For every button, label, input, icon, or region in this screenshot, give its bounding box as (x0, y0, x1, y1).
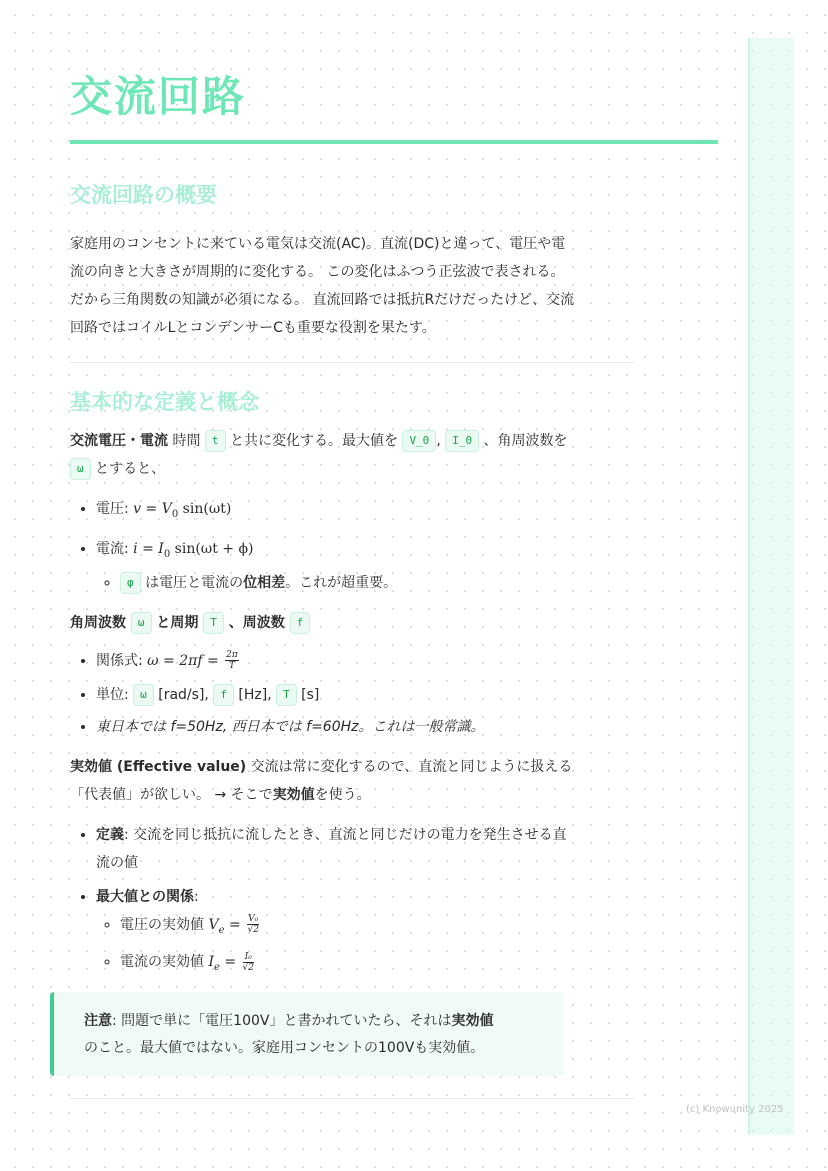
math: v (133, 501, 142, 517)
text: 電圧: (96, 501, 134, 517)
math: sin(ωt + ϕ) (170, 540, 254, 557)
ac-formula-list (70, 495, 718, 597)
frequency-heading (70, 609, 718, 637)
text: : (194, 888, 199, 905)
callout-text (84, 1008, 538, 1062)
math-subscript: e (218, 924, 225, 936)
text: 流の値 (96, 854, 138, 871)
bold-text: 実効値 (272, 786, 315, 803)
code-phi: φ (120, 572, 141, 594)
bold-text: 角周波数 (70, 614, 131, 631)
math: sin(ωt) (178, 501, 232, 517)
copyright-footer: (c) Knowunity 2025 (686, 1104, 784, 1115)
list-item-units (96, 681, 718, 709)
text: [s] (296, 686, 320, 703)
text: 。これが超重要。 (285, 574, 398, 591)
code-omega: ω (131, 612, 152, 634)
divider (70, 362, 634, 363)
list-item-voltage (96, 495, 718, 529)
list-item-current (96, 535, 718, 597)
text: 時間 (168, 433, 205, 449)
overview-line: だから三角関数の知識が必須になる。 直流回路では抵抗Rだけだったけど、交流 (70, 292, 575, 308)
bold-text: 位相差 (243, 574, 286, 591)
document-content (70, 62, 718, 982)
text: : 交流を同じ抵抗に流したとき、直流と同じだけの電力を発生させる直 (124, 826, 567, 843)
page-title: 交流回路 (70, 72, 247, 121)
list-item-definition (96, 821, 718, 877)
math: ω = 2πf = (147, 652, 224, 669)
fraction-numerator: V₀ (248, 914, 259, 925)
italic-text: 東日本では f=50Hz, 西日本では f=60Hz。これは一般常識。 (96, 718, 485, 735)
text: 単位: (96, 686, 134, 703)
code-T: T (276, 684, 297, 706)
math-subscript: 0 (163, 548, 171, 560)
math: V (161, 501, 172, 517)
text: : 問題で単に「電圧100V」と書かれていたら、それは (112, 1013, 452, 1029)
text: は電圧と電流の (140, 574, 244, 591)
code-f: f (213, 684, 234, 706)
bold-text: 、周波数 (223, 614, 290, 631)
text: 「代表値」が欲しい。 → そこで (70, 786, 273, 803)
title-rule (70, 140, 718, 144)
code-omega: ω (70, 458, 91, 480)
text: 交流は常に変化するので、直流と同じように扱える (246, 758, 573, 775)
callout-label: 注意 (84, 1013, 112, 1029)
list-item-relation-max (96, 883, 718, 983)
list-item-voltage-rms (120, 911, 718, 945)
math: i (133, 540, 138, 557)
fraction (225, 650, 239, 671)
rms-term: 実効値 (Effective value) (70, 758, 247, 775)
bottom-divider (70, 1098, 634, 1099)
math: = (141, 501, 162, 517)
text: のこと。最大値ではない。家庭用コンセントの100Vも実効値。 (84, 1040, 485, 1056)
text: とすると、 (90, 461, 166, 477)
bold-text: 最大値との関係 (96, 888, 194, 905)
text: を使う。 (314, 786, 371, 803)
math: V (208, 916, 219, 933)
math: I (158, 540, 164, 557)
math-subscript: e (213, 962, 220, 974)
current-sub-list (96, 569, 718, 597)
code-omega: ω (133, 684, 154, 706)
overview-paragraph (70, 230, 718, 342)
list-item-current-rms (120, 948, 718, 982)
fraction-denominator: T (228, 661, 235, 672)
math: I (208, 954, 214, 971)
code-f: f (290, 612, 311, 634)
list-item-phase (120, 569, 718, 597)
fraction (243, 952, 254, 973)
frequency-list (70, 647, 718, 741)
bold-text: と周期 (151, 614, 204, 631)
list-item-relation (96, 647, 718, 675)
text: 電圧の実効値 (120, 916, 209, 933)
overview-line: 回路ではコイルLとコンデンサーCも重要な役割を果たす。 (70, 320, 436, 336)
bold-text: 実効値 (451, 1013, 494, 1029)
bold-text: 定義 (96, 826, 124, 843)
fraction-numerator: I₀ (243, 952, 254, 963)
code-v0: V_0 (402, 430, 436, 452)
ac-term: 交流電圧・電流 (70, 433, 168, 449)
math: = (224, 916, 246, 933)
text: 電流: (96, 540, 134, 557)
rms-sub-list (96, 911, 718, 983)
fraction (247, 914, 259, 935)
fraction-denominator: √2 (247, 925, 259, 936)
fraction-numerator: 2π (226, 650, 238, 661)
text: [Hz], (233, 686, 277, 703)
overview-line: 家庭用のコンセントに来ている電気は交流(AC)。直流(DC)と違って、電圧や電 (70, 236, 566, 252)
margin-strip (748, 38, 794, 1135)
code-T: T (203, 612, 224, 634)
math: = (137, 540, 159, 557)
text: 電流の実効値 (120, 954, 209, 971)
callout-note (50, 992, 564, 1076)
rms-list (70, 821, 718, 983)
math-subscript: 0 (171, 508, 179, 520)
fraction-denominator: √2 (242, 962, 255, 973)
overview-line: 流の向きと大きさが周期的に変化する。 この変化はふつう正弦波で表される。 (70, 264, 565, 280)
section-heading-definitions: 基本的な定義と概念 (70, 390, 259, 414)
list-item-regional-frequency (96, 713, 718, 741)
text: と共に変化する。最大値を (225, 433, 403, 449)
text: , (436, 433, 441, 449)
ac-definition (70, 427, 718, 483)
section-heading-overview: 交流回路の概要 (70, 183, 217, 207)
text: [rad/s], (153, 686, 214, 703)
code-i0: I_0 (445, 430, 479, 452)
text: 、角周波数を (479, 433, 568, 449)
math: = (219, 954, 241, 971)
rms-paragraph (70, 753, 718, 809)
text: 関係式: (96, 652, 148, 669)
code-t: t (205, 430, 226, 452)
